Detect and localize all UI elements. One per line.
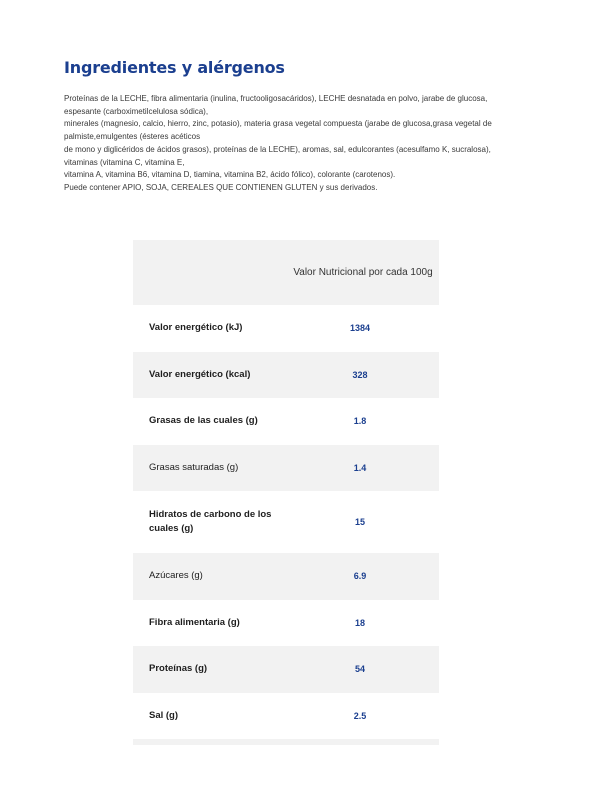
table-row xyxy=(133,398,439,445)
ingredients-text xyxy=(64,93,564,195)
nutrient-label: Azúcares (g) xyxy=(133,553,287,600)
table-row xyxy=(133,553,439,600)
table-row xyxy=(133,693,439,740)
nutrient-label: Grasas de las cuales (g) xyxy=(149,415,258,427)
allergen-warning: Puede contener APIO, SOJA, CEREALES QUE CONTIENEN GLUTEN y sus derivados. xyxy=(64,182,378,192)
nutrient-label: Valor energético (kcal) xyxy=(133,352,287,399)
header-value-column: Valor Nutricional por cada 100g xyxy=(287,240,439,305)
nutrition-table xyxy=(133,240,439,745)
nutrient-value: 1.4 xyxy=(287,445,439,492)
header-label-column xyxy=(133,240,287,305)
nutrient-label: Proteínas (g) xyxy=(133,646,287,693)
nutrient-label: Fibra alimentaria (g) xyxy=(149,616,240,628)
section-title: Ingredientes y alérgenos xyxy=(64,58,285,77)
nutrient-label: Grasas saturadas (g) xyxy=(133,445,287,492)
table-footer-cell xyxy=(133,739,287,745)
nutrient-value: 2.5 xyxy=(353,710,367,721)
ingredients-line: vitamina A, vitamina B6, vitamina D, tiamina, vitamina B2, ácido fólico), colorante (carotenos). xyxy=(64,170,396,180)
nutrient-label: Hidratos de carbono de los cuales (g) xyxy=(149,509,272,534)
ingredients-line: espesante (carboximetilcelulosa sódica), xyxy=(64,106,209,116)
table-footer-strip xyxy=(133,739,439,745)
ingredients-line: palmiste,emulgentes (ésteres acéticos xyxy=(64,132,201,142)
nutrient-value: 6.9 xyxy=(287,553,439,600)
nutrient-label: Sal (g) xyxy=(149,709,179,721)
nutrient-value: 1384 xyxy=(349,323,371,334)
nutrient-value: 18 xyxy=(354,617,365,628)
ingredients-line: vitaminas (vitamina C, vitamina E, xyxy=(64,157,185,167)
table-row xyxy=(133,646,439,693)
ingredients-line: Proteínas de la LECHE, fibra alimentaria (inulina, fructooligosacáridos), LECHE desnatada en polvo, jarabe de glucosa, xyxy=(64,94,488,103)
table-row xyxy=(133,600,439,647)
nutrition-table-header xyxy=(133,240,439,305)
nutrient-value: 15 xyxy=(354,517,365,527)
ingredients-line: minerales (magnesio, calcio, hierro, zinc, potasio), materia grasa vegetal compuesta (jarabe de glucosa,grasa vegetal de xyxy=(64,119,492,129)
nutrient-value: 54 xyxy=(287,646,439,693)
ingredients-line: de mono y diglicéridos de ácidos grasos), proteínas de la LECHE), aromas, sal, edulcorantes (acesulfamo K, sucralosa), xyxy=(64,144,491,154)
nutrition-table-container xyxy=(133,240,439,745)
table-row xyxy=(133,491,439,553)
table-row xyxy=(133,352,439,399)
nutrient-value: 328 xyxy=(287,352,439,399)
nutrient-value: 1.8 xyxy=(353,416,367,427)
table-footer-cell xyxy=(287,739,439,745)
table-row xyxy=(133,445,439,492)
nutrient-label: Valor energético (kJ) xyxy=(149,322,243,334)
table-row xyxy=(133,305,439,352)
